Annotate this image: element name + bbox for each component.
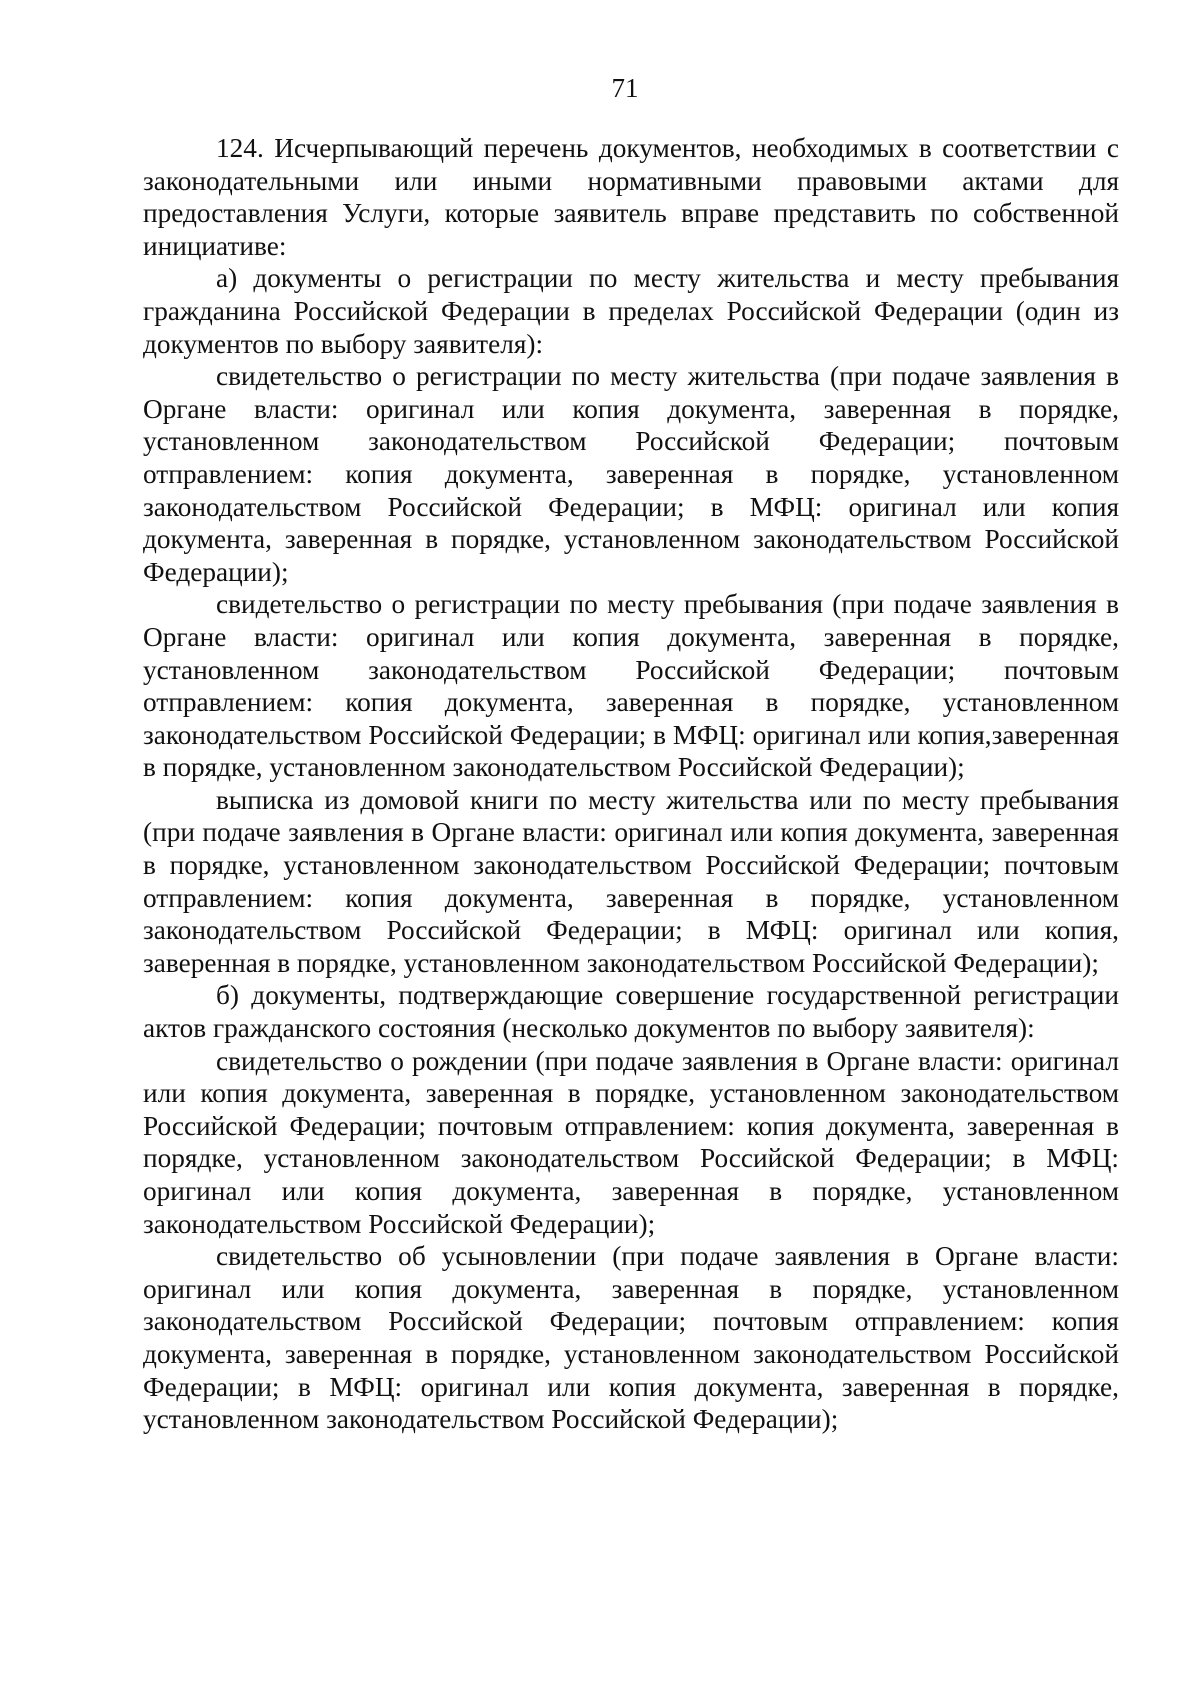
paragraph-subitem-b: б) документы, подтверждающие совершение государственной регистрации актов гражданского состояния (несколько документов по выбору заявителя): <box>143 980 1119 1044</box>
paragraph-item-124: 124. Исчерпывающий перечень документов, необходимых в соответствии с законодательными или иными нормативными правовыми актами для предоставления Услуги, которые заявитель вправе представить по собственной инициативе: <box>143 133 1119 261</box>
paragraph-subitem-a: а) документы о регистрации по месту жительства и месту пребывания гражданина Российской Федерации в пределах Российской Федерации (один из документов по выбору заявителя): <box>143 263 1119 359</box>
paragraph-adoption-certificate: свидетельство об усыновлении (при подаче заявления в Органе власти: оригинал или копия документа, заверенная в порядке, установленном законодательством Российской Федерации; почтовым отправлением: копия документа, заверенная в порядке, установленном законодательством Российской Федерации; в МФЦ: оригинал или копия документа, заверенная в порядке, установленном законодательством Российской Федерации); <box>143 1241 1119 1435</box>
page-number: 71 <box>611 73 639 103</box>
document-body <box>143 132 1119 1436</box>
paragraph-house-book-extract: выписка из домовой книги по месту жительства или по месту пребывания (при подаче заявления в Органе власти: оригинал или копия документа, заверенная в порядке, установленном законодательством Российской Федерации; почтовым отправлением: копия документа, заверенная в порядке, установленном законодательством Российской Федерации; в МФЦ: оригинал или копия, заверенная в порядке, установленном законодательством Российской Федерации); <box>143 784 1119 978</box>
paragraph-residence-certificate: свидетельство о регистрации по месту жительства (при подаче заявления в Органе власти: оригинал или копия документа, заверенная в порядке, установленном законодательством Российской Федерации; почтовым отправлением: копия документа, заверенная в порядке, установленном законодательством Российской Федерации; в МФЦ: оригинал или копия документа, заверенная в порядке, установленном законодательством Российской Федерации); <box>143 361 1119 587</box>
paragraph-birth-certificate: свидетельство о рождении (при подаче заявления в Органе власти: оригинал или копия документа, заверенная в порядке, установленном законодательством Российской Федерации; почтовым отправлением: копия документа, заверенная в порядке, установленном законодательством Российской Федерации; в МФЦ: оригинал или копия документа, заверенная в порядке, установленном законодательством Российской Федерации); <box>143 1045 1119 1239</box>
paragraph-stay-certificate: свидетельство о регистрации по месту пребывания (при подаче заявления в Органе власти: оригинал или копия документа, заверенная в порядке, установленном законодательством Российской Федерации; почтовым отправлением: копия документа, заверенная в порядке, установленном законодательством Российской Федерации; в МФЦ: оригинал или копия,заверенная в порядке, установленном законодательством Российской Федерации); <box>143 589 1119 783</box>
